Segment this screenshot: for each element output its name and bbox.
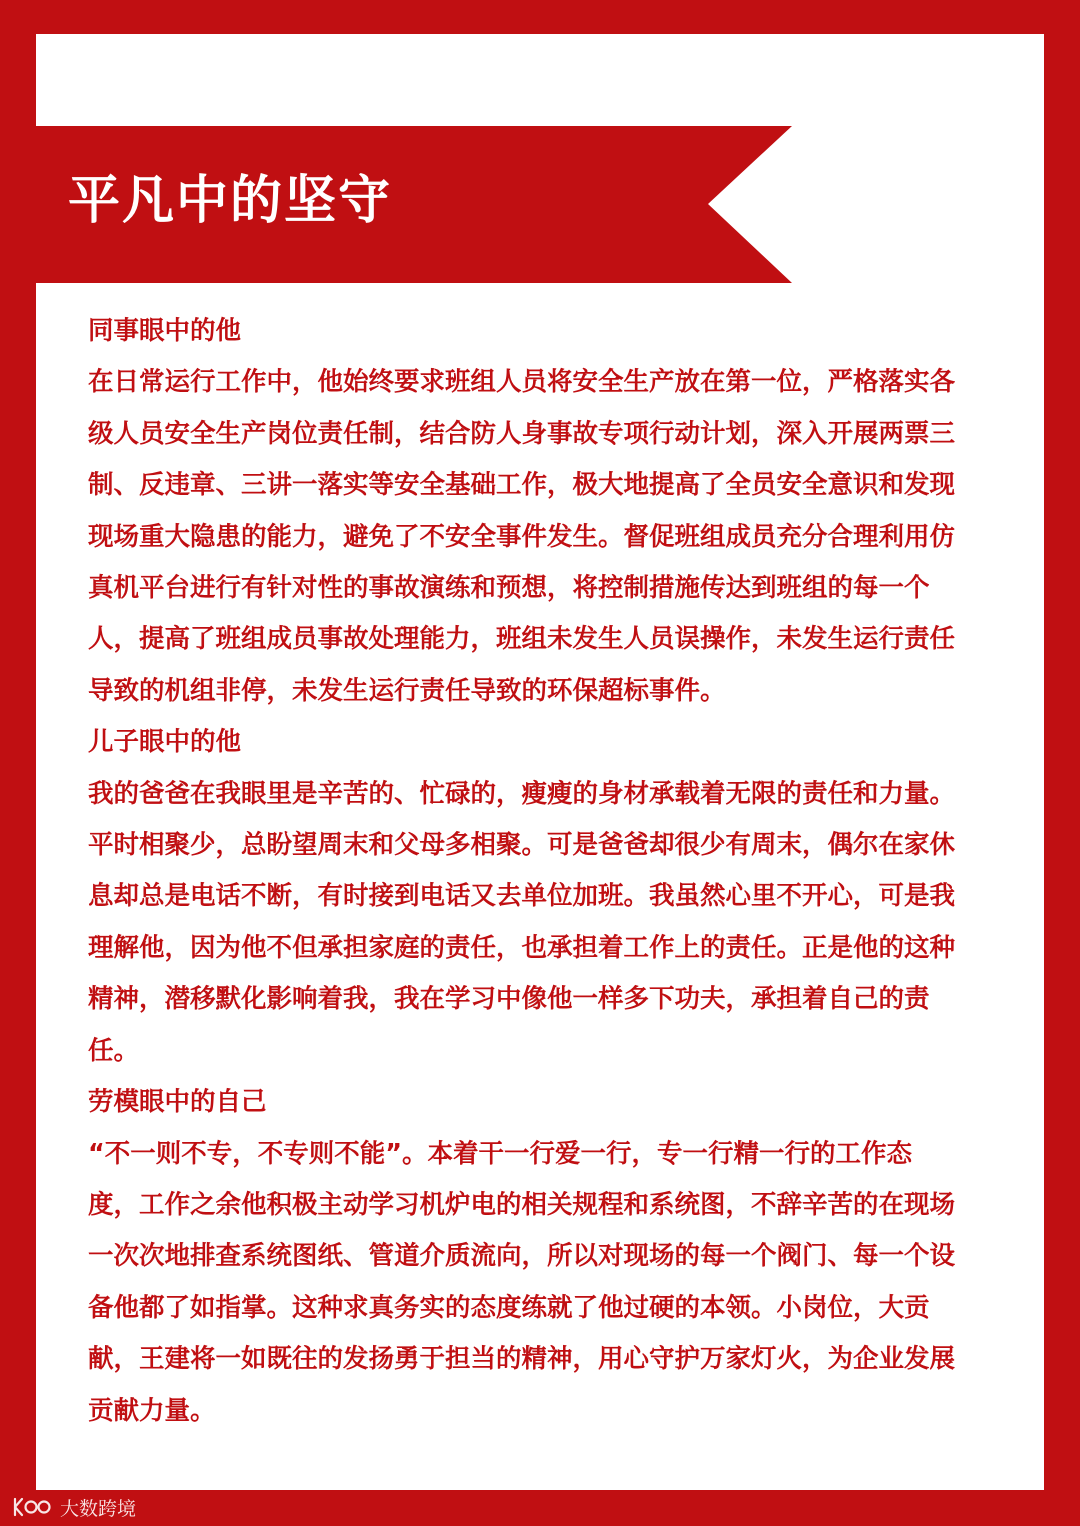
dashujk-logo-icon	[12, 1495, 54, 1519]
section-heading-son: 儿子眼中的他	[88, 727, 242, 758]
watermark	[12, 1492, 136, 1522]
section-heading-self: 劳模眼中的自己	[88, 1087, 267, 1118]
title-banner	[36, 126, 792, 283]
watermark-text: 大数跨境	[60, 1497, 137, 1520]
section-heading-colleague: 同事眼中的他	[88, 316, 242, 346]
page-title: 平凡中的坚守	[68, 171, 393, 231]
section-body-self: “不一则不专，不专则不能”。本着干一行爱一行，专一行精一行的工作态度，工作之余他积极主动学习机炉电的相关规程和系统图，不辞辛苦的在现场一次次地排查系统图纸、管道介质流向，所以对现场的每一个阀门、每一个设备他都了如指掌。这种求真务实的态度练就了他过硬的本领。小岗位，大贡献，王建将一如既往的发扬勇于担当的精神，用心守护万家灯火，为企业发展贡献力量。	[88, 1138, 956, 1426]
article-body	[88, 306, 960, 1437]
section-body-son: 我的爸爸在我眼里是辛苦的、忙碌的，瘦瘦的身材承载着无限的责任和力量。平时相聚少，总盼望周末和父母多相聚。可是爸爸却很少有周末，偶尔在家休息却总是电话不断，有时接到电话又去单位加班。我虽然心里不开心，可是我理解他，因为他不但承担家庭的责任，也承担着工作上的责任。正是他的这种精神，潜移默化影响着我，我在学习中像他一样多下功夫，承担着自己的责任。	[88, 778, 956, 1066]
section-body-colleague: 在日常运行工作中，他始终要求班组人员将安全生产放在第一位，严格落实各级人员安全生产岗位责任制，结合防人身事故专项行动计划，深入开展两票三制、反违章、三讲一落实等安全基础工作，极大地提高了全员安全意识和发现现场重大隐患的能力，避免了不安全事件发生。督促班组成员充分合理利用仿真机平台进行有针对性的事故演练和预想，将控制措施传达到班组的每一个人，提高了班组成员事故处理能力，班组未发生人员误操作，未发生运行责任导致的机组非停，未发生运行责任导致的环保超标事件。	[88, 367, 956, 706]
